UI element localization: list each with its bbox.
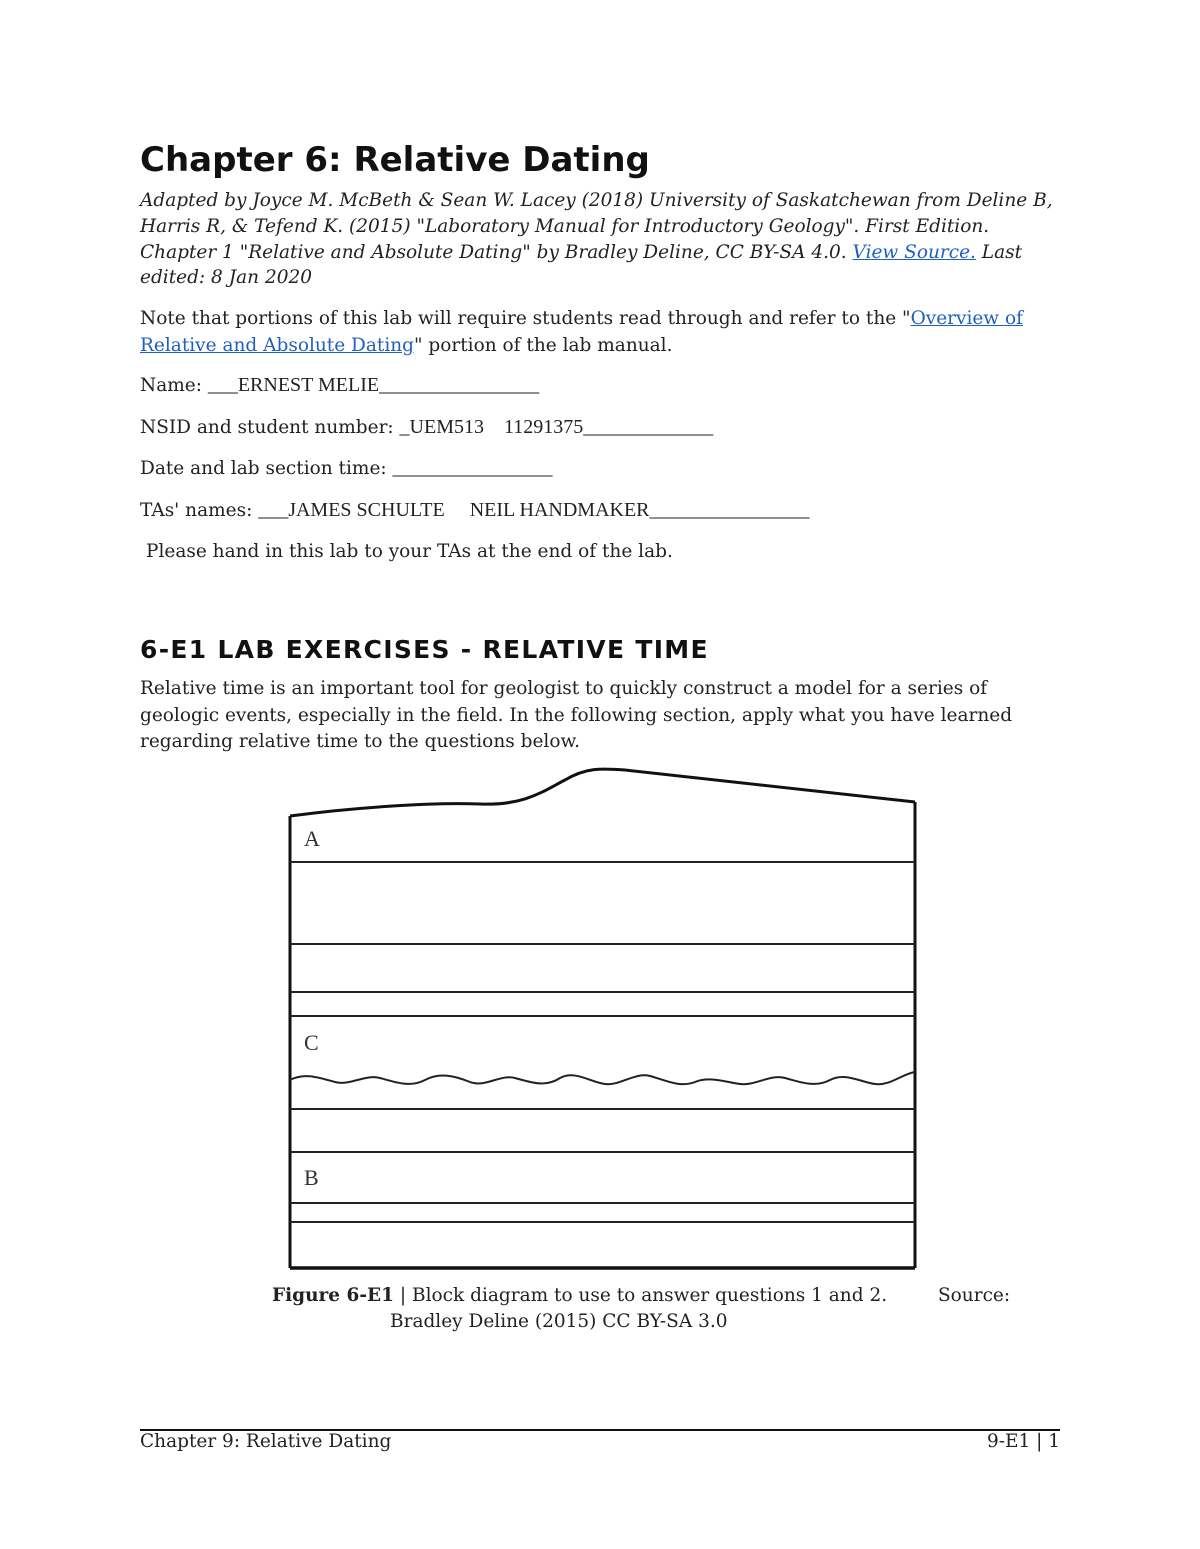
lab-note (140, 306, 1060, 359)
surface-topography (290, 769, 915, 816)
figure-label: Figure 6-E1 (272, 1285, 395, 1306)
caption-line-1 (272, 1283, 887, 1309)
attribution-last-edited: Last edited: 8 Jan 2020 (140, 241, 1023, 289)
caption-source: Bradley Deline (2015) CC BY-SA 3.0 (390, 1311, 728, 1332)
overview-dating-link[interactable]: Overview of Relative and Absolute Dating (140, 308, 1024, 356)
section-body: Relative time is an important tool for geologist to quickly construct a model for a series of geologic events, especially in the field. In the following section, apply what you have learned regarding relative time to the questions below. (140, 678, 1013, 752)
attribution-text: Adapted by Joyce M. McBeth & Sean W. Lacey (2018) University of Saskatchewan from Deline B, Harris R, & Tefend K. (2015) "Laboratory Manual for Introductory Geology". First Edition. Chapter 1 "Relative and Absolute Dating" by Bradley Deline, CC BY-SA 4.0. (140, 190, 1053, 263)
caption-separator: | (394, 1285, 413, 1306)
hand-in-instruction: Please hand in this lab to your TAs at the end of the lab. (146, 541, 673, 562)
tas-value: ___JAMES SCHULTE NEIL HANDMAKER________________ (258, 499, 810, 521)
footer-page-number: 9-E1 | 1 (986, 1431, 1060, 1452)
nsid-field (140, 416, 713, 439)
unconformity-wavy-line (290, 1072, 915, 1084)
caption-text: Block diagram to use to answer questions 1 and 2. (412, 1285, 888, 1306)
footer-chapter: Chapter 9: Relative Dating (140, 1431, 392, 1452)
nsid-value: _UEM513 11291375_____________ (399, 416, 714, 438)
note-prefix: Note that portions of this lab will require students read through and refer to the " (140, 308, 911, 329)
nsid-label: NSID and student number: (140, 417, 400, 438)
attribution (140, 188, 1060, 291)
block-diagram (280, 760, 930, 1275)
date-label: Date and lab section time: (140, 458, 393, 479)
view-source-link[interactable]: View Source. (852, 241, 976, 263)
note-suffix: " portion of the lab manual. (414, 334, 673, 356)
caption-source-label: Source: (938, 1285, 1011, 1306)
section-heading: 6-E1 LAB EXERCISES - RELATIVE TIME (140, 635, 709, 664)
tas-field (140, 499, 810, 522)
layer-label-b: B (304, 1165, 319, 1190)
layer-label-a: A (304, 826, 320, 851)
date-value: ________________ (392, 457, 553, 479)
chapter-title: Chapter 6: Relative Dating (140, 140, 650, 180)
layer-label-c: C (304, 1030, 319, 1055)
name-label: Name: (140, 375, 208, 396)
name-value: ___ERNEST MELIE________________ (207, 374, 540, 396)
tas-label: TAs' names: (140, 500, 259, 521)
date-field (140, 457, 553, 480)
name-field (140, 374, 539, 397)
